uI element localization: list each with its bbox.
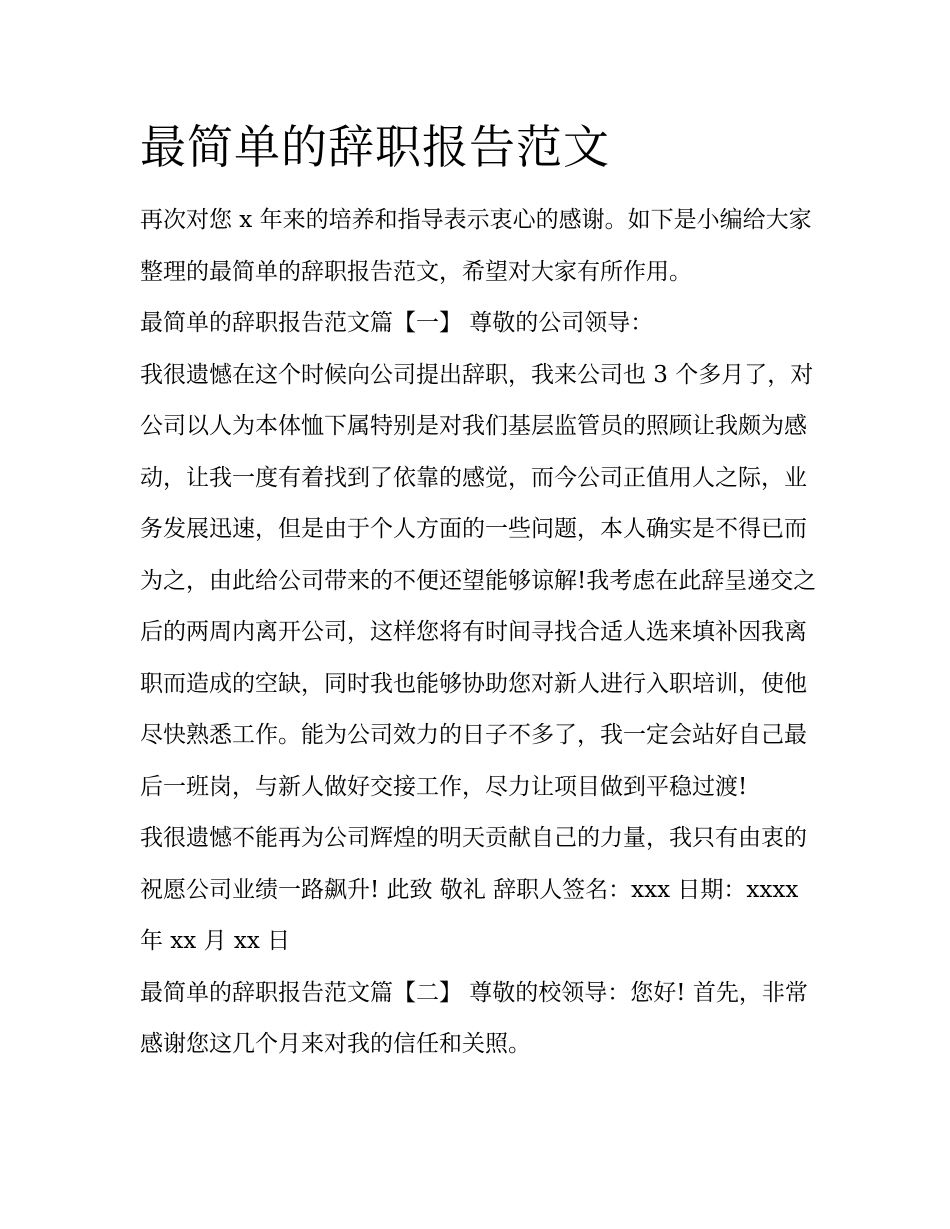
paragraph-intro: 再次对您 x 年来的培养和指导表示衷心的感谢。如下是小编给大家整理的最简单的辞职报告范文，希望对大家有所作用。 xyxy=(140,207,812,285)
paragraph-section-one-heading: 最简单的辞职报告范文篇【一】 尊敬的公司领导： xyxy=(140,310,654,336)
paragraph-section-two-heading: 最简单的辞职报告范文篇【二】 尊敬的校领导：您好! 首先，非常感谢您这几个月来对我的信任和关照。 xyxy=(140,979,808,1057)
document-title: 最简单的辞职报告范文 xyxy=(140,120,610,174)
paragraph-section-one-closing: 我很遗憾不能再为公司辉煌的明天贡献自己的力量，我只有由衷的祝愿公司业绩一路飙升! 此致 敬礼 辞职人签名：xxx 日期：xxxx 年 xx 月 xx 日 xyxy=(140,825,807,954)
paragraph-section-one-body: 我很遗憾在这个时候向公司提出辞职，我来公司也 3 个多月了，对公司以人为本体恤下属特别是对我们基层监管员的照顾让我颇为感动，让我一度有着找到了依靠的感觉，而今公司正值用人之际，业务发展迅速，但是由于个人方面的一些问题，本人确实是不得已而为之，由此给公司带来的不便还望能够谅解!我考虑在此辞呈递交之后的两周内离开公司，这样您将有时间寻找合适人选来填补因我离职而造成的空缺，同时我也能够协助您对新人进行入职培训，使他尽快熟悉工作。能为公司效力的日子不多了，我一定会站好自己最后一班岗，与新人做好交接工作，尽力让项目做到平稳过渡! xyxy=(140,361,817,800)
document-body xyxy=(140,195,820,1071)
